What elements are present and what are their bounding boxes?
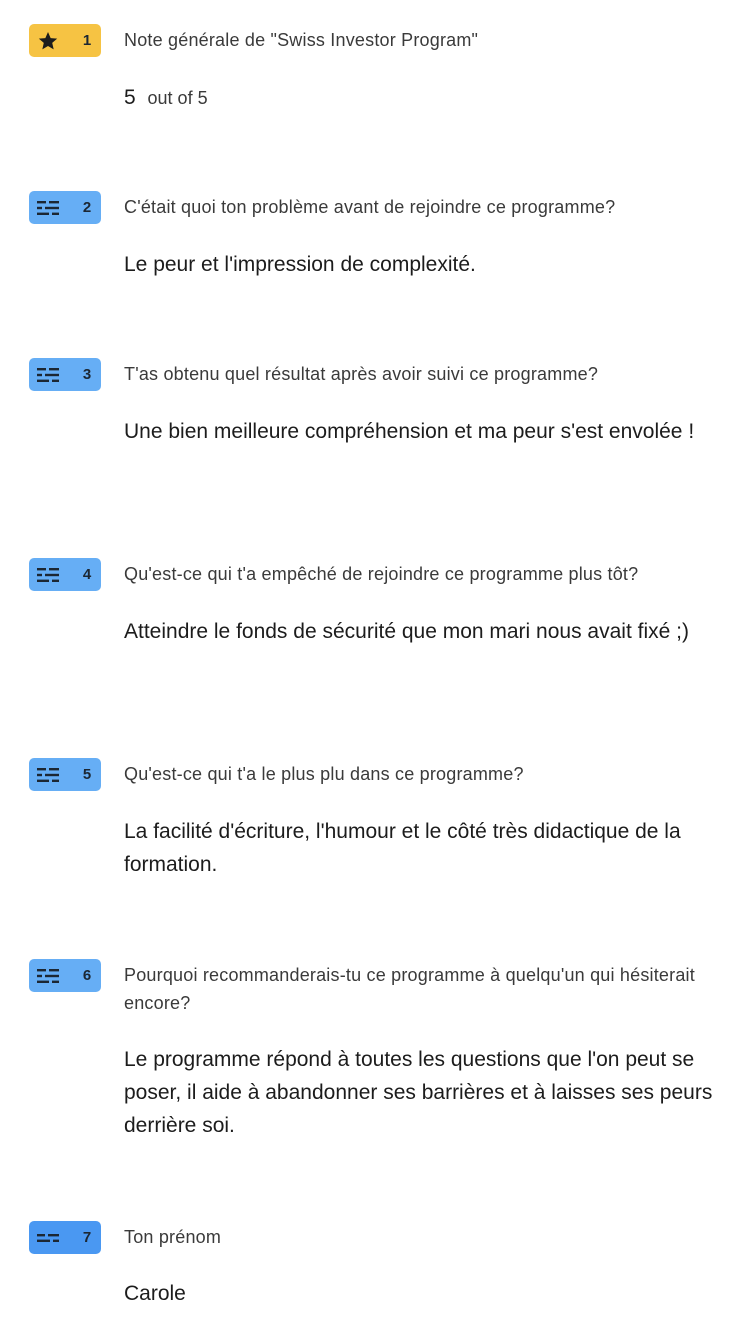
question-number: 7 (82, 1229, 92, 1246)
question-text: C'était quoi ton problème avant de rejoindre ce programme? (124, 197, 616, 217)
short-text-icon (37, 1227, 59, 1249)
question-number-badge (29, 959, 101, 992)
question-number: 1 (82, 32, 92, 49)
long-text-icon (37, 197, 59, 219)
answer-text: Atteindre le fonds de sécurité que mon mari nous avait fixé ;) (124, 620, 689, 643)
question-number-badge (29, 358, 101, 391)
question-number: 2 (82, 199, 92, 216)
question-number: 6 (82, 967, 92, 984)
question-number-badge (29, 24, 101, 57)
question-text: Qu'est-ce qui t'a le plus plu dans ce programme? (124, 764, 524, 784)
question-number-badge (29, 191, 101, 224)
question-text: Qu'est-ce qui t'a empêché de rejoindre ce programme plus tôt? (124, 564, 639, 584)
answer-text: Le programme répond à toutes les questions que l'on peut se poser, il aide à abandonner ses barrières et à laisses ses peurs derrière soi. (124, 1048, 713, 1137)
star-icon (37, 30, 59, 52)
question-number: 3 (82, 366, 92, 383)
rating-suffix: out of 5 (147, 88, 208, 108)
question-number: 5 (82, 766, 92, 783)
answer-text: Une bien meilleure compréhension et ma peur s'est envolée ! (124, 420, 695, 443)
question-text: Pourquoi recommanderais-tu ce programme à quelqu'un qui hésiterait encore? (124, 965, 695, 1013)
question-text: Note générale de "Swiss Investor Program" (124, 30, 479, 50)
question-number-badge (29, 1221, 101, 1254)
rating-answer (124, 81, 724, 115)
question-number-badge (29, 758, 101, 791)
question-text: T'as obtenu quel résultat après avoir suivi ce programme? (124, 364, 599, 384)
long-text-icon (37, 965, 59, 987)
question-number: 4 (82, 566, 92, 583)
answer-text: Carole (124, 1282, 186, 1305)
answer-text: Le peur et l'impression de complexité. (124, 253, 476, 276)
question-number-badge (29, 558, 101, 591)
answer-text: La facilité d'écriture, l'humour et le côté très didactique de la formation. (124, 820, 681, 876)
rating-value: 5 (124, 86, 136, 109)
question-text: Ton prénom (124, 1227, 222, 1247)
long-text-icon (37, 564, 59, 586)
long-text-icon (37, 364, 59, 386)
long-text-icon (37, 764, 59, 786)
